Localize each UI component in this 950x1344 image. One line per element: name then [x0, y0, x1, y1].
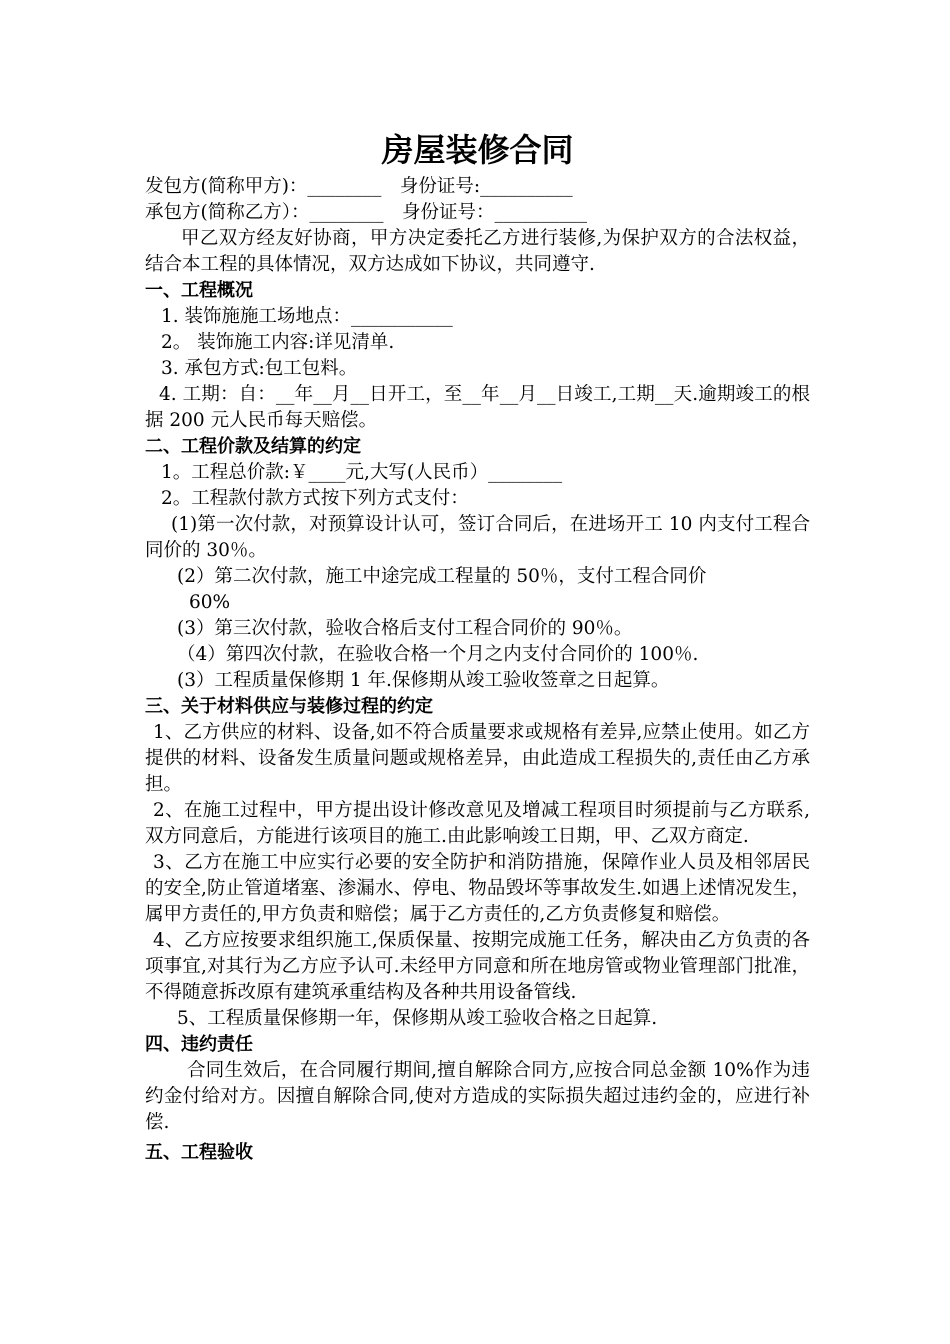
party-b-line: 承包方(简称乙方）：________ 身份证号：__________ [145, 202, 587, 223]
liability-paragraph: 合同生效后，在合同履行期间,擅自解除合同方,应按合同总金额 10%作为违约金付给对方。因擅自解除合同,使对方造成的实际损失超过违约金的，应进行补偿. [145, 1060, 810, 1133]
materials-clause-2: 2、在施工过程中，甲方提出设计修改意见及增减工程项目时须提前与乙方联系,双方同意后，方能进行该项目的施工.由此影响竣工日期，甲、乙双方商定. [145, 800, 810, 847]
payment-fourth-installment: （4）第四次付款，在验收合格一个月之内支付合同价的 100％. [177, 644, 699, 665]
section-heading-liability: 四、违约责任 [145, 1034, 253, 1055]
payment-total-price: 1。工程总价款:￥____元,大写(人民币）________ [161, 462, 563, 483]
materials-clause-1: 1、乙方供应的材料、设备,如不符合质量要求或规格有差异,应禁止使用。如乙方提供的材料、设备发生质量问题或规格差异，由此造成工程损失的,责任由乙方承担。 [145, 722, 810, 795]
contract-page [145, 128, 810, 1166]
overview-item-method: 3. 承包方式:包工包料。 [161, 358, 358, 379]
section-heading-overview: 一、工程概况 [145, 280, 253, 301]
payment-method-intro: 2。工程款付款方式按下列方式支付： [161, 488, 469, 509]
payment-second-installment: (2）第二次付款，施工中途完成工程量的 50％，支付工程合同价 [177, 566, 707, 587]
document-title: 房屋装修合同 [381, 131, 574, 169]
section-heading-payment: 二、工程价款及结算的约定 [145, 436, 361, 457]
overview-item-content: 2。 装饰施工内容:详见清单. [161, 332, 395, 353]
materials-clause-5: 5、工程质量保修期一年，保修期从竣工验收合格之日起算. [177, 1008, 658, 1029]
payment-first-installment: (1)第一次付款，对预算设计认可，签订合同后，在进场开工 10 内支付工程合同价的 30％。 [145, 514, 810, 561]
party-a-line: 发包方(简称甲方)：________ 身份证号:__________ [145, 176, 573, 197]
section-heading-materials: 三、关于材料供应与装修过程的约定 [145, 696, 433, 717]
overview-item-location: 1. 装饰施施工场地点：___________ [161, 306, 453, 327]
section-heading-acceptance: 五、工程验收 [145, 1142, 253, 1163]
overview-item-schedule: 4. 工期：自：__年__月__日开工，至__年__月__日竣工,工期__天.逾期竣工的根据 200 元人民币每天赔偿。 [145, 384, 810, 431]
payment-warranty-period: (3）工程质量保修期 1 年.保修期从竣工验收签章之日起算。 [177, 670, 670, 691]
materials-clause-3: 3、乙方在施工中应实行必要的安全防护和消防措施，保障作业人员及相邻居民的安全,防止管道堵塞、渗漏水、停电、物品毁坏等事故发生.如遇上述情况发生，属甲方责任的,甲方负责和赔偿；属于乙方责任的,乙方负责修复和赔偿。 [145, 852, 810, 925]
intro-paragraph: 甲乙双方经友好协商，甲方决定委托乙方进行装修,为保护双方的合法权益，结合本工程的具体情况，双方达成如下协议，共同遵守. [145, 228, 810, 275]
payment-third-installment: (3）第三次付款，验收合格后支付工程合同价的 90％。 [177, 618, 633, 639]
materials-clause-4: 4、乙方应按要求组织施工,保质保量、按期完成施工任务，解决由乙方负责的各项事宜,对其行为乙方应予认可.未经甲方同意和所在地房管或物业管理部门批准，不得随意拆改原有建筑承重结构及各种共用设备管线. [145, 930, 810, 1003]
payment-second-installment-cont: 60% [189, 592, 231, 613]
